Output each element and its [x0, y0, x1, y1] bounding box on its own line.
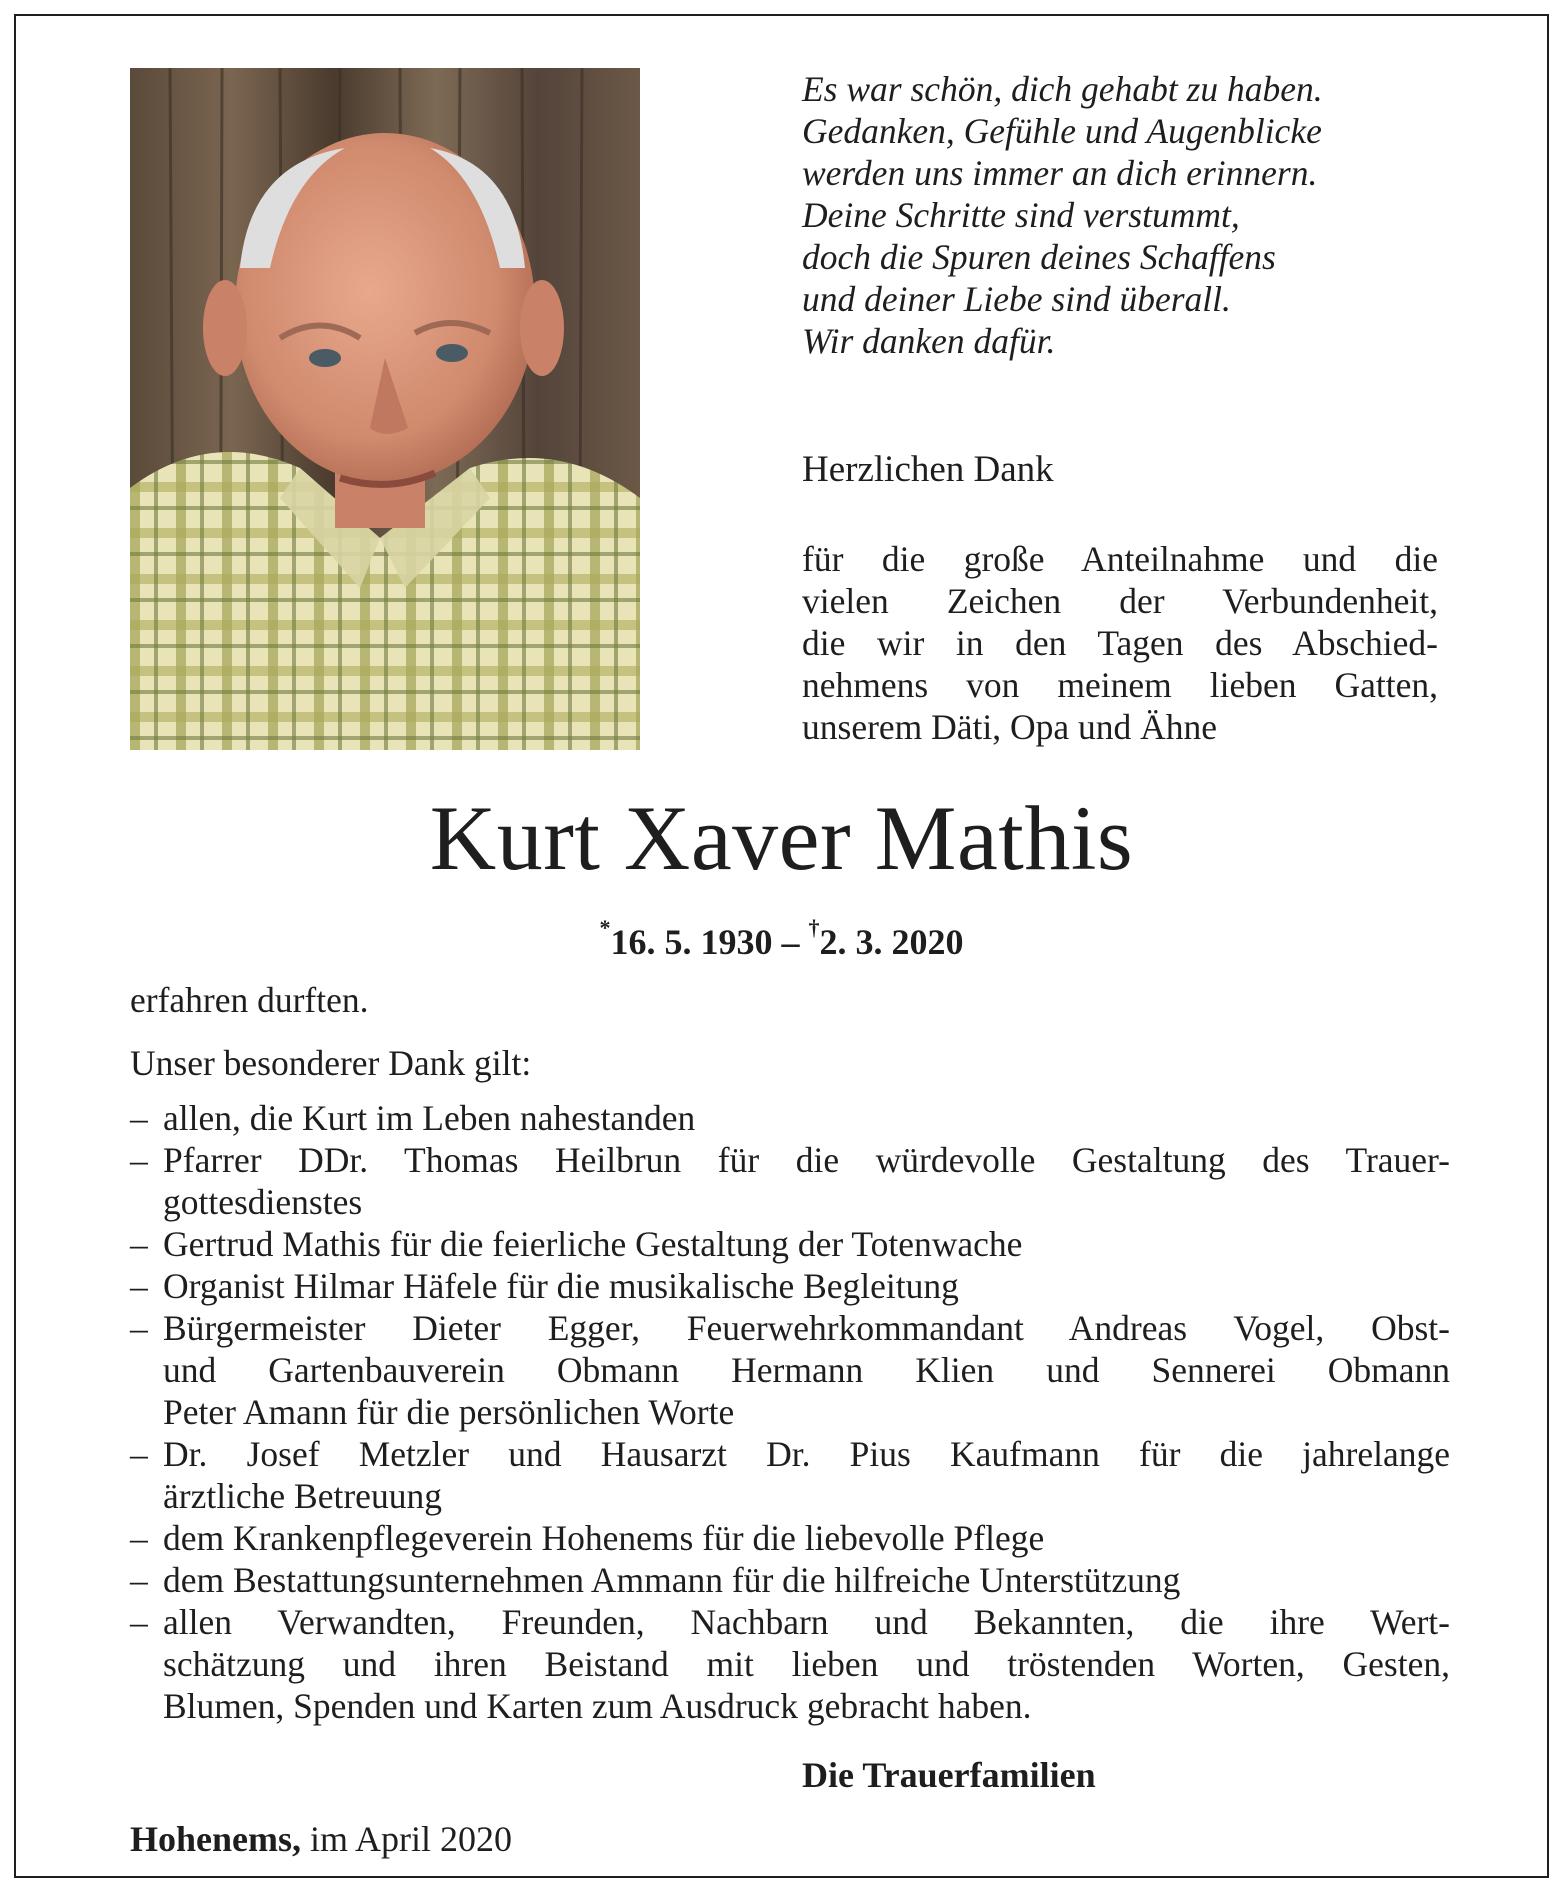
death-symbol: † [808, 915, 820, 940]
dank-item-line: dem Krankenpflegeverein Hohenems für die liebevolle Pflege [163, 1518, 1045, 1558]
thanks-line: nehmens von meinem lieben Gatten, [802, 665, 1438, 705]
dank-item-line: allen Verwandten, Freunden, Nachbarn und Bekannten, die ihre Wert- [163, 1602, 1450, 1642]
poem-line: Wir danken dafür. [802, 321, 1056, 361]
dank-item-line: Bürgermeister Dieter Egger, Feuerwehrkommandant Andreas Vogel, Obst- [163, 1308, 1450, 1348]
dash-marker: – [130, 1602, 148, 1642]
signature: Die Trauerfamilien [802, 1755, 1096, 1795]
dank-item-line: Peter Amann für die persönlichen Worte [163, 1392, 735, 1432]
dash-marker: – [130, 1098, 148, 1138]
dank-list [130, 1097, 1450, 1727]
dank-item-line: Dr. Josef Metzler und Hausarzt Dr. Pius Kaufmann für die jahrelange [163, 1434, 1450, 1474]
memorial-poem [802, 68, 1522, 362]
dank-item [130, 1559, 1450, 1601]
dank-item [130, 1601, 1450, 1727]
dank-item-line: dem Bestattungsunternehmen Ammann für die hilfreiche Unterstützung [163, 1560, 1181, 1600]
poem-line: Gedanken, Gefühle und Augenblicke [802, 111, 1322, 151]
dank-item [130, 1517, 1450, 1559]
dank-item-line: Blumen, Spenden und Karten zum Ausdruck gebracht haben. [163, 1686, 1032, 1726]
dank-item [130, 1433, 1450, 1517]
dash-marker: – [130, 1434, 148, 1474]
thanks-text [802, 538, 1438, 748]
dash-marker: – [130, 1224, 148, 1264]
life-dates [16, 915, 1547, 963]
dash-marker: – [130, 1560, 148, 1600]
dash-marker: – [130, 1140, 148, 1180]
dank-item-line: Pfarrer DDr. Thomas Heilbrun für die würdevolle Gestaltung des Trauer- [163, 1140, 1450, 1180]
thanks-line: für die große Anteilnahme und die [802, 539, 1438, 579]
thanks-line: die wir in den Tagen des Abschied- [802, 623, 1438, 663]
dank-item-line: gottesdienstes [163, 1182, 363, 1222]
portrait-photo [130, 68, 640, 750]
place-city: Hohenems, [130, 1819, 301, 1859]
dank-item [130, 1139, 1450, 1223]
deceased-name: Kurt Xaver Mathis [429, 787, 1134, 889]
poem-line: Es war schön, dich gehabt zu haben. [802, 69, 1323, 109]
poem-line: und deiner Liebe sind überall. [802, 279, 1231, 319]
place-date-text: im April 2020 [301, 1819, 513, 1859]
place-date [130, 1818, 512, 1860]
dank-item [130, 1097, 1450, 1139]
dank-heading: Unser besonderer Dank gilt: [130, 1043, 532, 1083]
dank-item [130, 1223, 1450, 1265]
dash-marker: – [130, 1518, 148, 1558]
thanks-heading: Herzlichen Dank [802, 449, 1054, 490]
date-separator: – [781, 922, 800, 962]
dank-item-line: und Gartenbauverein Obmann Hermann Klien und Sennerei Obmann [163, 1350, 1450, 1390]
dash-marker: – [130, 1266, 148, 1306]
poem-line: Deine Schritte sind verstummt, [802, 195, 1240, 235]
birth-symbol: * [599, 915, 611, 940]
dank-item-line: Gertrud Mathis für die feierliche Gestaltung der Totenwache [163, 1224, 1023, 1264]
death-date: 2. 3. 2020 [819, 922, 964, 962]
dank-item [130, 1265, 1450, 1307]
obituary-page [14, 14, 1549, 1878]
poem-line: werden uns immer an dich erinnern. [802, 153, 1318, 193]
thanks-line: unserem Däti, Opa und Ähne [802, 707, 1218, 747]
thanks-line: vielen Zeichen der Verbundenheit, [802, 581, 1438, 621]
dank-item [130, 1307, 1450, 1433]
dash-marker: – [130, 1308, 148, 1348]
dank-item-line: allen, die Kurt im Leben nahestanden [163, 1098, 696, 1138]
dank-item-line: ärztliche Betreuung [163, 1476, 442, 1516]
dank-item-line: Organist Hilmar Häfele für die musikalische Begleitung [163, 1266, 959, 1306]
poem-line: doch die Spuren deines Schaffens [802, 237, 1276, 277]
dank-item-line: schätzung und ihren Beistand mit lieben und tröstenden Worten, Gesten, [163, 1644, 1450, 1684]
birth-date: 16. 5. 1930 [610, 922, 773, 962]
intro-text: erfahren durften. [130, 980, 369, 1020]
